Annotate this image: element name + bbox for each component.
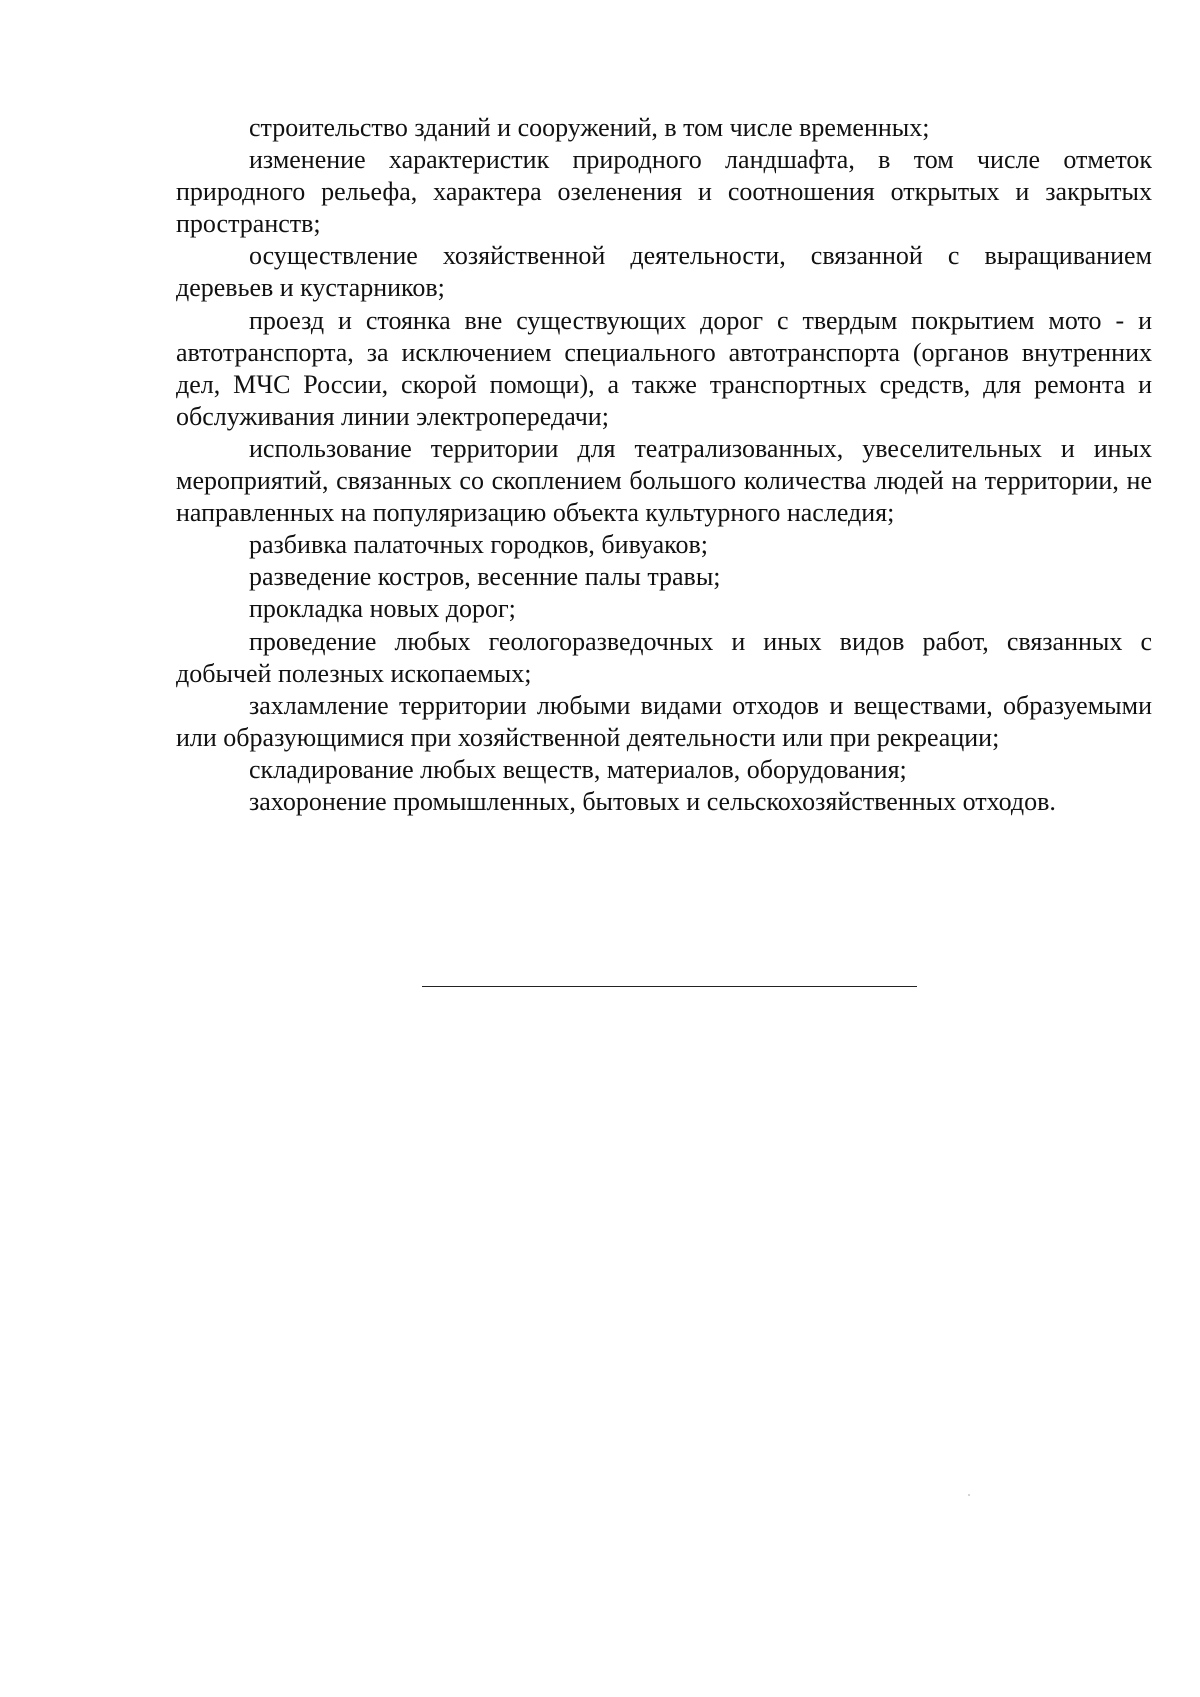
paragraph-12: захоронение промышленных, бытовых и сельскохозяйственных отходов.: [249, 786, 1056, 816]
paragraph-1: строительство зданий и сооружений, в том числе временных;: [249, 113, 930, 142]
paragraph-8: прокладка новых дорог;: [249, 594, 516, 624]
paragraph-6: разбивка палаточных городков, бивуаков;: [249, 530, 708, 560]
paragraph-9: проведение любых геологоразведочных и иных видов работ, связанных с добычей полезных ископаемых;: [176, 626, 1152, 688]
paragraph-4: проезд и стоянка вне существующих дорог с твердым покрытием мото - и автотранспорта, за исключением специального автотранспорта (органов внутренних дел, МЧС России, скорой помощи), а также транспортных средств, для ремонта и обслуживания линии электропередачи;: [176, 305, 1152, 431]
end-divider-line: [422, 986, 917, 987]
paragraph-7: разведение костров, весенние палы травы;: [249, 562, 721, 592]
paragraph-10: захламление территории любыми видами отходов и веществами, образуемыми или образующимися при хозяйственной деятельности или при рекреации;: [176, 690, 1152, 752]
paragraph-5: использование территории для театрализованных, увеселительных и иных мероприятий, связанных со скоплением большого количества людей на территории, не направленных на популяризацию объекта культурного наследия;: [176, 433, 1152, 528]
scan-speck: [968, 1494, 970, 1496]
paragraph-11: складирование любых веществ, материалов, оборудования;: [249, 754, 907, 784]
paragraph-3: осуществление хозяйственной деятельности, связанной с выращиванием деревьев и кустарников;: [176, 241, 1152, 303]
paragraph-2: изменение характеристик природного ландшафта, в том числе отметок природного рельефа, характера озеленения и соотношения открытых и закрытых пространств;: [176, 145, 1152, 239]
document-body: [176, 112, 1152, 818]
